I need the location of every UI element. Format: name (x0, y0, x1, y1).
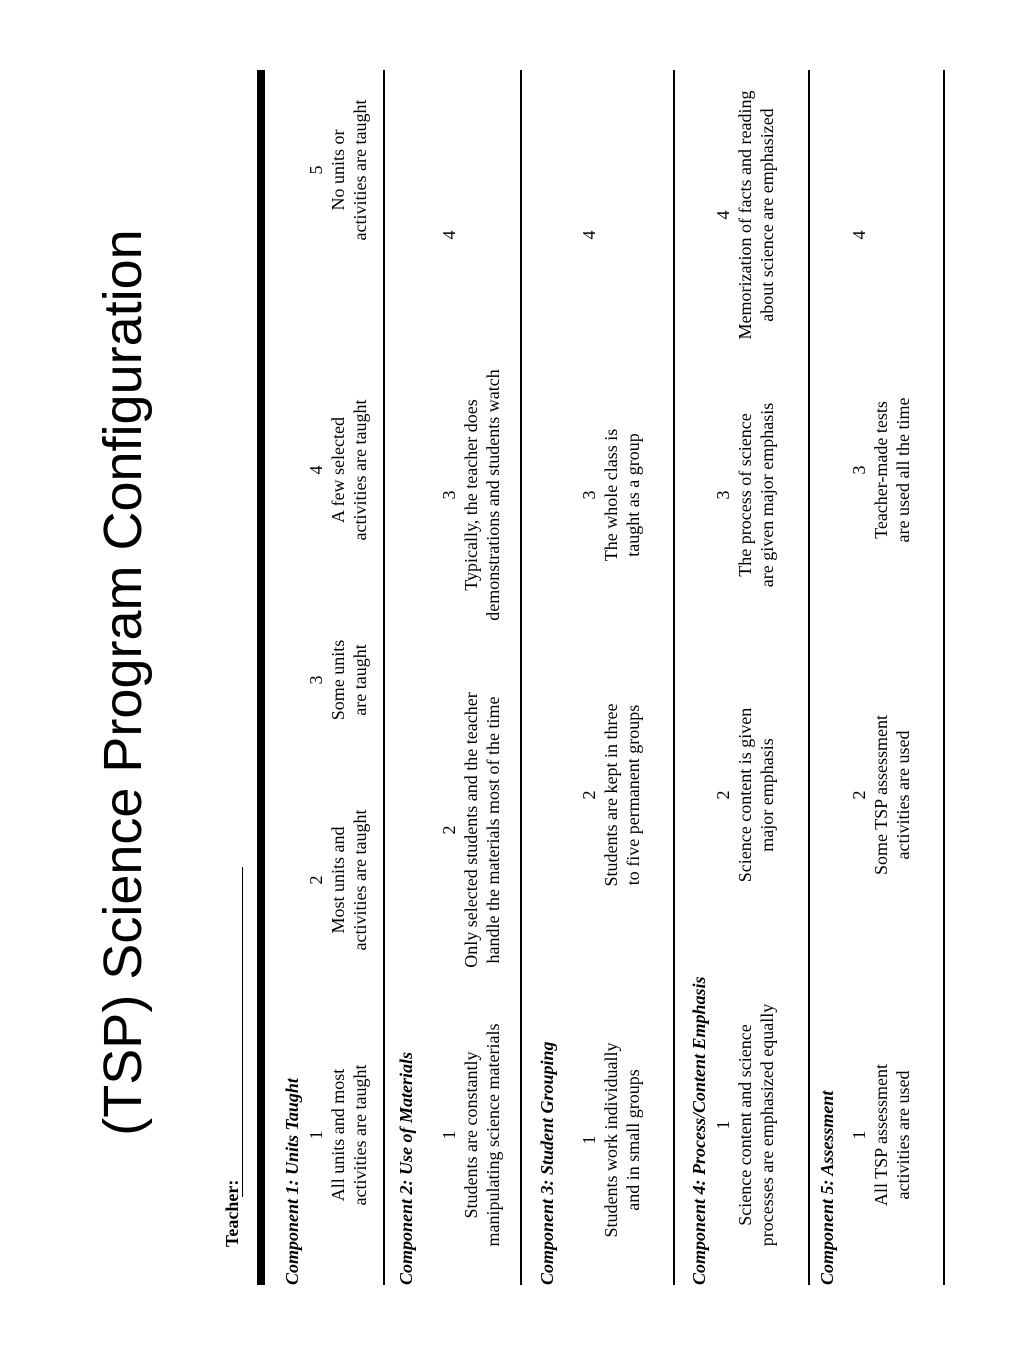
component-1-rule (383, 70, 385, 1285)
component-1-level-2 (305, 755, 371, 1005)
component-5-level-4 (848, 205, 870, 265)
component-2-level-3 (438, 330, 504, 660)
level-description: Science content is given major emphasis (735, 707, 777, 883)
component-5-level-3 (848, 345, 914, 595)
component-4-level-1 (712, 955, 778, 1295)
level-description: Science content and science processes are emphasized equally (735, 1003, 777, 1247)
level-description: A few selected activities are taught (328, 399, 370, 541)
level-description: Students are kept in three to five permanent groups (601, 703, 643, 887)
level-number: 2 (579, 790, 599, 800)
component-5-title: Component 5: Assessment (817, 1090, 837, 1285)
level-description: Typically, the teacher does demonstrations and students watch (461, 369, 503, 621)
component-1-level-1 (305, 1015, 371, 1255)
level-number: 3 (579, 490, 599, 500)
component-2-rule (520, 70, 522, 1285)
level-description: Some TSP assessment activities are used (871, 715, 913, 876)
page-title: (TSP) Science Program Configuration (93, 229, 153, 1136)
component-4-level-2 (712, 665, 778, 925)
component-2-level-4 (438, 205, 460, 265)
level-number: 5 (306, 165, 326, 175)
teacher-label: Teacher: (222, 1179, 242, 1247)
component-1-title: Component 1: Units Taught (282, 1078, 302, 1285)
component-3-level-4 (578, 205, 600, 265)
level-number: 3 (439, 490, 459, 500)
component-4-level-4 (712, 45, 778, 385)
level-number: 1 (713, 1120, 733, 1130)
component-5-level-2 (848, 670, 914, 920)
level-description: Students work individually and in small groups (601, 1042, 643, 1238)
component-2-level-2 (438, 650, 504, 1010)
teacher-name-line (242, 867, 243, 1197)
level-number: 2 (439, 825, 459, 835)
level-number: 4 (579, 230, 599, 240)
level-description: The whole class is taught as a group (601, 428, 643, 562)
level-number: 3 (713, 490, 733, 500)
component-5-rule (943, 70, 945, 1285)
level-description: No units or activities are taught (328, 99, 370, 241)
component-4-level-3 (712, 365, 778, 625)
level-description: All units and most activities are taught (328, 1064, 370, 1206)
level-number: 4 (439, 230, 459, 240)
component-1-level-4 (305, 345, 371, 595)
component-4-rule (808, 70, 810, 1285)
level-number: 1 (849, 1130, 869, 1140)
level-number: 4 (306, 465, 326, 475)
level-number: 1 (579, 1135, 599, 1145)
level-number: 3 (306, 675, 326, 685)
component-1-level-3 (305, 605, 371, 755)
component-3-title: Component 3: Student Grouping (537, 1041, 557, 1285)
level-description: The process of science are given major emphasis (735, 402, 777, 588)
level-description: Students are constantly manipulating science materials (461, 1023, 503, 1247)
component-3-rule (673, 70, 675, 1285)
level-description: Most units and activities are taught (328, 809, 370, 951)
level-description: Only selected students and the teacher handle the materials most of the time (461, 692, 503, 968)
level-number: 2 (306, 875, 326, 885)
level-number: 4 (713, 210, 733, 220)
level-description: Teacher-made tests are used all the time (871, 397, 913, 543)
level-number: 1 (439, 1130, 459, 1140)
component-2-title: Component 2: Use of Materials (396, 1051, 416, 1285)
component-5-level-1 (848, 1015, 914, 1255)
component-3-level-2 (578, 665, 644, 925)
component-4-title: Component 4: Process/Content Emphasis (689, 976, 709, 1285)
component-2-level-1 (438, 985, 504, 1285)
level-description: All TSP assessment activities are used (871, 1064, 913, 1207)
level-number: 4 (849, 230, 869, 240)
component-3-level-3 (578, 395, 644, 595)
level-number: 1 (306, 1130, 326, 1140)
level-number: 2 (849, 790, 869, 800)
header-rule (257, 70, 265, 1285)
level-description: Some units are taught (328, 639, 370, 721)
component-1-level-5 (305, 35, 371, 305)
level-number: 2 (713, 790, 733, 800)
component-3-level-1 (578, 1010, 644, 1270)
level-number: 3 (849, 465, 869, 475)
level-description: Memorization of facts and reading about science are emphasized (735, 90, 777, 340)
